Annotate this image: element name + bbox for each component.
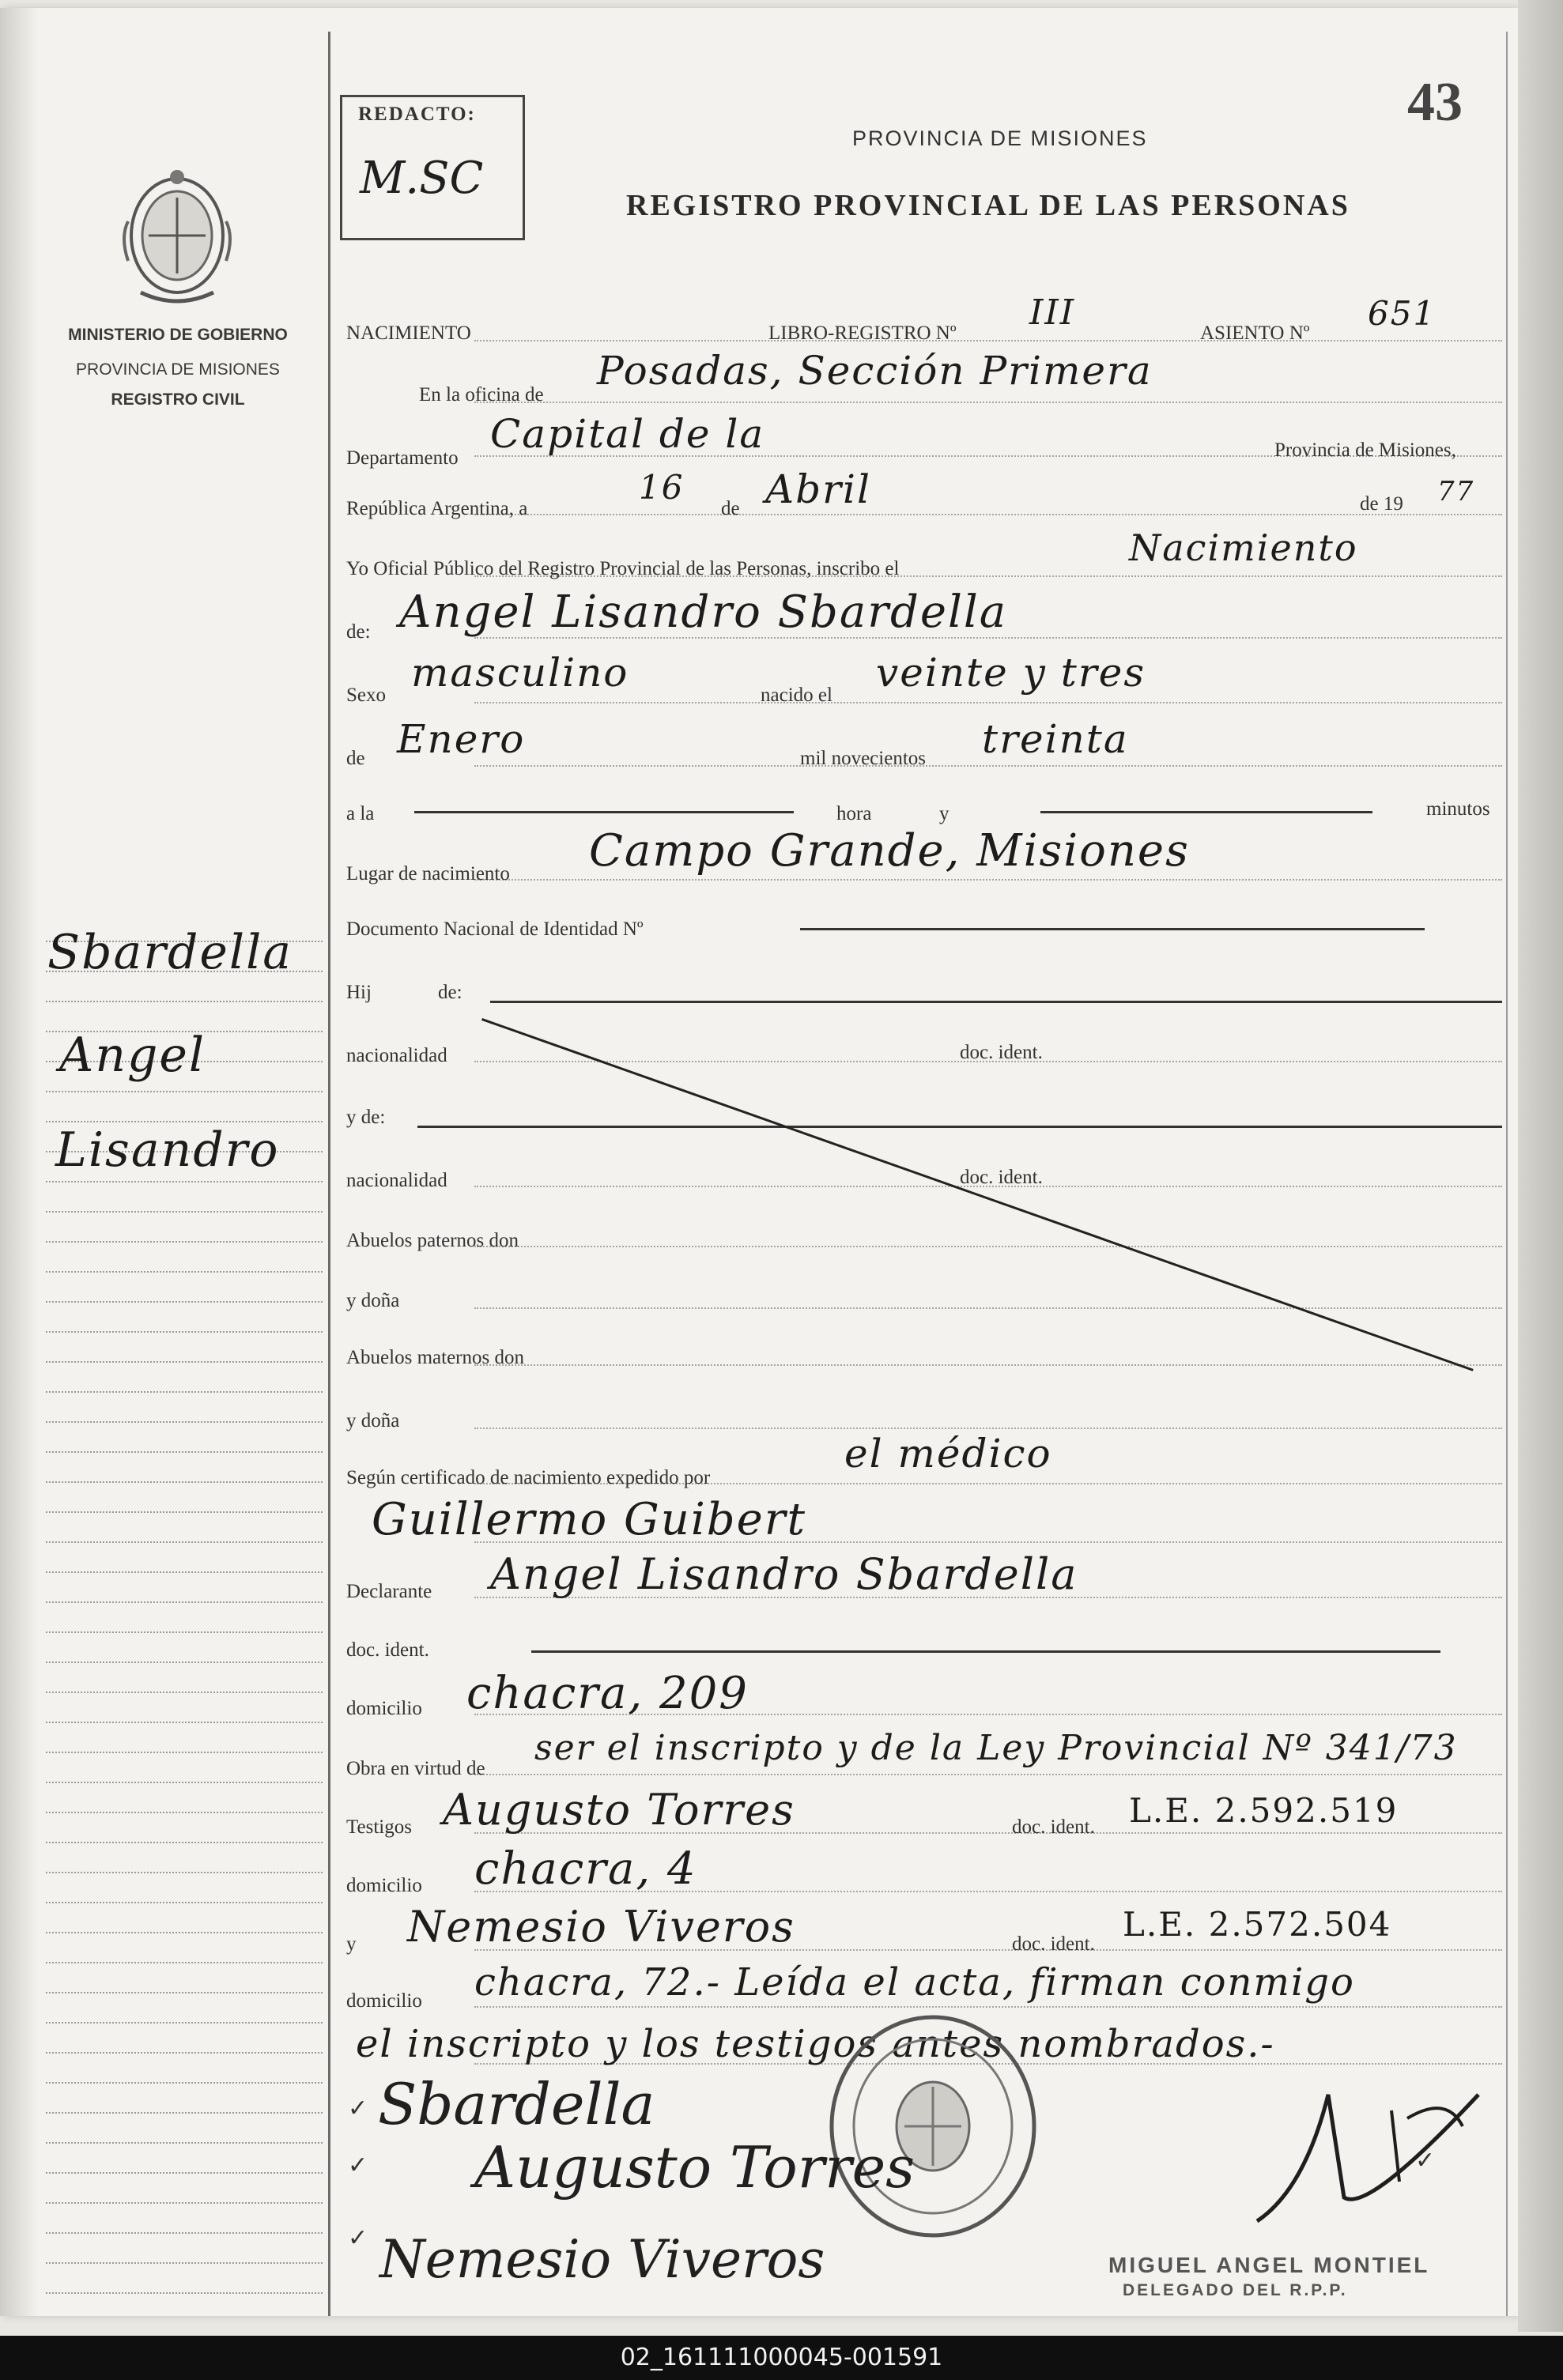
- sexo-label: Sexo: [346, 685, 386, 706]
- nacido-label: nacido el: [761, 685, 832, 706]
- asiento-value: 651: [1368, 294, 1437, 333]
- testigos-label: Testigos: [346, 1816, 412, 1838]
- medico-value: Guillermo Guibert: [372, 1494, 807, 1545]
- margin-ruling-line: [46, 2202, 323, 2204]
- check-mark-3: ✓: [348, 2224, 368, 2252]
- yde-blank: [417, 1126, 1502, 1128]
- redacto-box: [340, 95, 525, 240]
- domicilio-value: chacra, 209: [466, 1668, 749, 1719]
- testigo2-dom: chacra, 72.- Leída el acta, firman conmigo: [474, 1960, 1355, 2005]
- coat-of-arms-icon: [117, 166, 237, 310]
- yde-label: y de:: [346, 1107, 386, 1128]
- margin-ruling-line: [46, 1481, 323, 1483]
- nacionalidad1-label: nacionalidad: [346, 1045, 447, 1066]
- margin-ruling-line: [46, 1211, 323, 1213]
- mes-value: Abril: [765, 466, 871, 512]
- dia-value: 16: [639, 468, 685, 507]
- certificado-label: Según certificado de nacimiento expedido por: [346, 1467, 711, 1488]
- obra-label: Obra en virtud de: [346, 1758, 485, 1779]
- field-ruling-line: [474, 402, 1502, 403]
- field-ruling-line: [474, 702, 1502, 703]
- lugar-label: Lugar de nacimiento: [346, 863, 510, 884]
- mil-label: mil novecientos: [800, 748, 926, 769]
- lugar-value: Campo Grande, Misiones: [589, 825, 1190, 877]
- margin-ruling-line: [46, 1511, 323, 1513]
- margin-ruling-line: [46, 1601, 323, 1603]
- doc-ident-label: doc. ident.: [346, 1639, 429, 1661]
- dni-blank: [800, 928, 1425, 930]
- margin-ruling-line: [46, 2112, 323, 2114]
- oficina-value: Posadas, Sección Primera: [597, 348, 1153, 394]
- signature-official-icon: [1210, 2063, 1494, 2237]
- margin-ruling-line: [46, 1872, 323, 1873]
- anio-value: 77: [1437, 476, 1475, 507]
- province-heading: PROVINCIA DE MISIONES: [852, 126, 1148, 150]
- margin-ruling-line: [46, 1842, 323, 1843]
- file-id: 02_161111000045-001591: [620, 2344, 943, 2371]
- margin-ruling-line: [46, 1992, 323, 1993]
- right-rule: [1506, 32, 1508, 2316]
- margin-ruling-line: [46, 1301, 323, 1303]
- testigo2-y-label: y: [346, 1933, 357, 1955]
- binding-shadow: [0, 8, 38, 2316]
- margin-ruling-line: [46, 1722, 323, 1723]
- margin-ruling-line: [46, 1541, 323, 1543]
- republica-label: República Argentina, a: [346, 498, 528, 519]
- redacto-initials: M.SC: [360, 153, 484, 204]
- closing-text: el inscripto y los testigos antes nombrados.-: [356, 2022, 1275, 2066]
- margin-ruling-line: [46, 2142, 323, 2144]
- margin-ruling-line: [46, 1181, 323, 1182]
- de-colon-label: de:: [346, 621, 371, 643]
- margin-ruling-line: [46, 1421, 323, 1423]
- field-ruling-line: [474, 1307, 1502, 1309]
- margin-surname: Sbardella: [47, 925, 293, 980]
- nacionalidad2-label: nacionalidad: [346, 1170, 447, 1191]
- declarante-value: Angel Lisandro Sbardella: [490, 1549, 1078, 1599]
- margin-ruling-line: [46, 1812, 323, 1813]
- margin-ruling-line: [46, 1932, 323, 1933]
- check-mark-2: ✓: [348, 2152, 368, 2179]
- sexo-value: masculino: [411, 650, 629, 696]
- libro-label: LIBRO-REGISTRO Nº: [768, 322, 957, 344]
- field-ruling-line: [474, 340, 1502, 341]
- registry-title: REGISTRO PROVINCIAL DE LAS PERSONAS: [626, 189, 1350, 222]
- hora-label: hora: [836, 803, 872, 824]
- minutos-blank: [1040, 811, 1372, 813]
- record-sheet: [0, 8, 1518, 2316]
- margin-ruling-line: [46, 1331, 323, 1333]
- margin-ruling-line: [46, 1752, 323, 1753]
- cancel-diagonal-line: [481, 1018, 1474, 1371]
- testigo1-doc-label: doc. ident.: [1012, 1816, 1095, 1838]
- field-ruling-line: [474, 765, 1502, 767]
- signature-testigo-1: Augusto Torres: [474, 2134, 916, 2201]
- margin-ruling-line: [46, 1631, 323, 1633]
- testigo2-dom-label: domicilio: [346, 1990, 422, 2012]
- margin-ruling-line: [46, 1902, 323, 1903]
- page-edge: [1518, 0, 1563, 2332]
- margin-ruling-line: [46, 1451, 323, 1453]
- page-number: 43: [1407, 72, 1463, 133]
- oficina-label: En la oficina de: [419, 384, 544, 405]
- margin-ruling-line: [46, 2082, 323, 2084]
- dni-label: Documento Nacional de Identidad Nº: [346, 918, 644, 940]
- field-ruling-line: [474, 1774, 1502, 1775]
- docident1-label: doc. ident.: [960, 1042, 1043, 1063]
- abuelos-paternos-label: Abuelos paternos don: [346, 1230, 519, 1251]
- margin-ruling-line: [46, 1001, 323, 1002]
- margin-ruling-line: [46, 2232, 323, 2234]
- hij-blank: [490, 1001, 1502, 1003]
- anio-label: de 19: [1360, 493, 1403, 515]
- ydona2-label: y doña: [346, 1410, 400, 1431]
- hora-blank: [414, 811, 794, 813]
- hij-label: Hij: [346, 982, 372, 1003]
- margin-ruling-line: [46, 1271, 323, 1273]
- docident2-label: doc. ident.: [960, 1167, 1043, 1188]
- testigo1-dom-label: domicilio: [346, 1875, 422, 1896]
- margin-ruling-line: [46, 2292, 323, 2294]
- margin-ruling-line: [46, 1241, 323, 1243]
- record-type-label: NACIMIENTO: [346, 322, 471, 344]
- testigo2-doc: L.E. 2.572.504: [1123, 1905, 1392, 1944]
- field-ruling-line: [474, 1428, 1502, 1429]
- province-label: PROVINCIA DE MISIONES: [76, 360, 280, 379]
- margin-ruling-line: [46, 2022, 323, 2024]
- ala-label: a la: [346, 803, 375, 824]
- margin-ruling-line: [46, 1391, 323, 1393]
- margin-ruling-line: [46, 1571, 323, 1573]
- de2-label: de: [346, 748, 365, 769]
- margin-ruling-line: [46, 1782, 323, 1783]
- departamento-label: Departamento: [346, 447, 459, 469]
- margin-ruling-line: [46, 2262, 323, 2264]
- provincia-label: Provincia de Misiones,: [1274, 439, 1456, 461]
- minutos-label: minutos: [1426, 798, 1490, 820]
- certificado-value: el médico: [844, 1431, 1052, 1477]
- redacto-label: REDACTO:: [358, 104, 476, 125]
- signature-inscripto: Sbardella: [378, 2071, 655, 2137]
- anio-nac-value: treinta: [982, 716, 1129, 762]
- ministry-label: MINISTERIO DE GOBIERNO: [68, 326, 288, 344]
- official-title: DELEGADO DEL R.P.P.: [1123, 2281, 1348, 2299]
- footer-bar: [0, 2336, 1563, 2380]
- hij-de-label: de:: [438, 982, 462, 1003]
- margin-rule: [328, 32, 330, 2316]
- testigo2-name: Nemesio Viveros: [407, 1902, 795, 1952]
- y-label: y: [939, 803, 950, 824]
- mes-nac-value: Enero: [397, 716, 526, 762]
- margin-ruling-line: [46, 1361, 323, 1363]
- margin-ruling-line: [46, 1661, 323, 1663]
- inscribo-value: Nacimiento: [1129, 526, 1358, 569]
- libro-value: III: [1029, 292, 1076, 333]
- obra-value: ser el inscripto y de la Ley Provincial Nº 341/73: [534, 1728, 1458, 1768]
- domicilio-label: domicilio: [346, 1698, 422, 1719]
- testigo2-doc-label: doc. ident.: [1012, 1933, 1095, 1955]
- margin-ruling-line: [46, 1962, 323, 1963]
- declarante-label: Declarante: [346, 1581, 432, 1602]
- testigo1-doc: L.E. 2.592.519: [1129, 1791, 1399, 1830]
- asiento-label: ASIENTO Nº: [1200, 322, 1310, 344]
- de-label: de: [721, 498, 740, 519]
- check-mark-1: ✓: [348, 2095, 368, 2122]
- registry-civil-label: REGISTRO CIVIL: [111, 390, 245, 409]
- official-seal-icon: [822, 2008, 1044, 2245]
- nacido-value: veinte y tres: [876, 650, 1146, 696]
- field-ruling-line: [474, 1246, 1502, 1247]
- testigo1-name: Augusto Torres: [443, 1785, 795, 1835]
- signature-testigo-2: Nemesio Viveros: [379, 2229, 825, 2290]
- check-mark-4: ✓: [1415, 2147, 1436, 2174]
- field-ruling-line: [474, 1364, 1502, 1366]
- margin-ruling-line: [46, 1091, 323, 1092]
- inscribo-label: Yo Oficial Público del Registro Provincial de las Personas, inscribo el: [346, 558, 900, 579]
- departamento-value: Capital de la: [490, 411, 765, 457]
- field-ruling-line: [474, 879, 1502, 881]
- margin-given-name: Angel: [59, 1028, 206, 1083]
- field-ruling-line: [474, 514, 1502, 515]
- abuelos-maternos-label: Abuelos maternos don: [346, 1347, 524, 1368]
- official-name: MIGUEL ANGEL MONTIEL: [1108, 2253, 1430, 2277]
- margin-ruling-line: [46, 2172, 323, 2174]
- margin-ruling-line: [46, 1692, 323, 1693]
- margin-second-name: Lisandro: [55, 1122, 280, 1178]
- doc-ident-blank: [531, 1650, 1440, 1653]
- testigo1-dom: chacra, 4: [474, 1843, 697, 1895]
- ydona1-label: y doña: [346, 1290, 400, 1311]
- margin-ruling-line: [46, 2052, 323, 2054]
- nombre-value: Angel Lisandro Sbardella: [399, 587, 1008, 638]
